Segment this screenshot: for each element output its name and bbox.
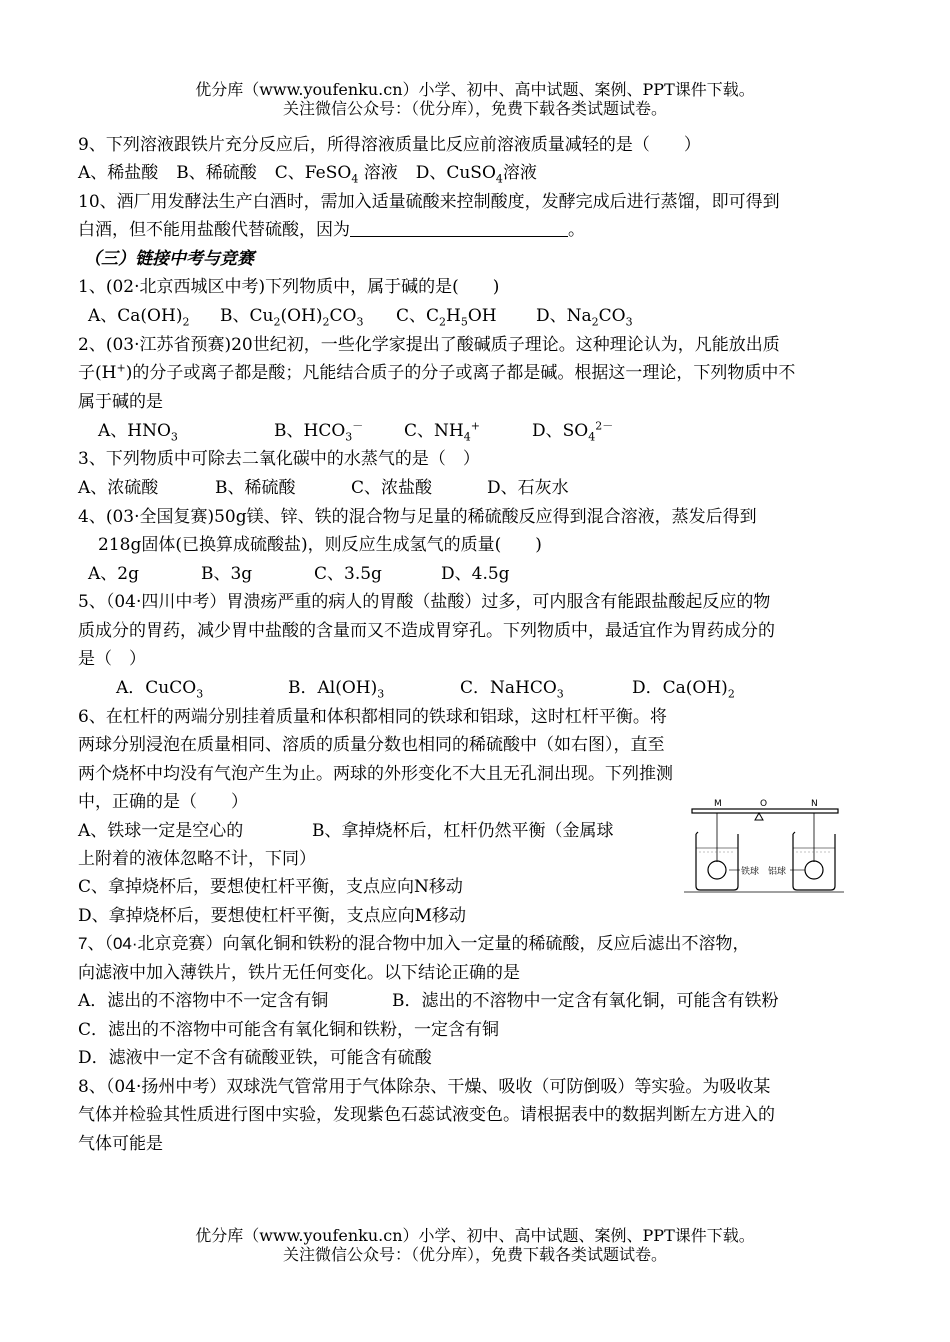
q10-line-2: 白酒，但不能用盐酸代替硫酸，因为 。: [78, 220, 585, 240]
footer-line-2: 关注微信公众号：（优分库），免费下载各类试题试卷。: [282, 1245, 667, 1264]
c5-line-2: 质成分的胃药，减少胃中盐酸的含量而又不造成胃穿孔。下列物质中，最适宜作为胃药成分的: [78, 621, 775, 641]
c1-stem: 1、(02·北京西城区中考)下列物质中，属于碱的是( ): [78, 277, 500, 297]
c7-option-a: A．滤出的不溶物中不一定含有铜: [78, 991, 329, 1011]
c8-line-1: 8、（04·扬州中考）双球洗气管常用于气体除杂、干燥、吸收（可防倒吸）等实验。为吸收某: [78, 1077, 771, 1097]
q9-option-b: B、稀硫酸: [176, 163, 257, 183]
aluminum-ball: [805, 861, 823, 879]
c2-option-d: D、$SO_4^{2-}$: [532, 419, 614, 444]
c2-line-3: 属于碱的是: [78, 392, 163, 412]
c7-option-c: C．滤出的不溶物中可能含有氧化铜和铁粉，一定含有铜: [78, 1020, 500, 1040]
c2-option-c: C、$NH_4^+$: [404, 419, 480, 444]
c4-option-d: D、4.5g: [441, 564, 510, 584]
c4-option-c: C、3.5g: [314, 564, 382, 584]
q10-line-1: 10、酒厂用发酵法生产白酒时，需加入适量硫酸来控制酸度，发酵完成后进行蒸馏，即可得到: [78, 192, 780, 212]
label-n: N: [811, 799, 818, 809]
c3-option-c: C、浓盐酸: [351, 478, 433, 498]
c5-option-b: B．$Al(OH)_3$: [288, 678, 385, 701]
c5-line-3: 是（ ）: [78, 649, 146, 669]
c7-line-2: 向滤液中加入薄铁片，铁片无任何变化。以下结论正确的是: [78, 963, 520, 983]
c1-option-d: D、$Na_2CO_3$: [536, 306, 633, 329]
q10-answer-blank[interactable]: [350, 220, 568, 237]
c2-option-a: A、$HNO_3$: [98, 421, 178, 444]
c5-option-a: A．CuCO$_3$: [116, 678, 204, 701]
label-aluminum: 铝球: [768, 867, 787, 877]
c4-line-2: 218g固体(已换算成硫酸盐)，则反应生成氢气的质量( ): [98, 535, 542, 555]
c2-line-1: 2、(03·江苏省预赛)20世纪初，一些化学家提出了酸碱质子理论。这种理论认为，凡能放出质: [78, 335, 780, 355]
iron-ball: [708, 861, 726, 879]
c4-option-a: A、2g: [88, 564, 139, 584]
c7-line-1: 7、（04·北京竞赛）向氧化铜和铁粉的混合物中加入一定量的稀硫酸，反应后滤出不溶物，: [78, 934, 750, 953]
label-m: M: [714, 799, 722, 809]
c4-line-1: 4、(03·全国复赛)50g镁、锌、铁的混合物与足量的稀硫酸反应得到混合溶液，蒸发后得到: [78, 507, 757, 527]
c7-option-d: D．滤液中一定不含有硫酸亚铁，可能含有硫酸: [78, 1048, 432, 1068]
header-line-1: 优分库（www.youfenku.cn）小学、初中、高中试题、案例、PPT课件下载。: [195, 80, 755, 99]
c3-options: [78, 477, 569, 499]
c4-option-b: B、3g: [201, 564, 253, 584]
c6-options-ab: [78, 820, 614, 842]
c4-options: [88, 563, 510, 585]
q9-option-a: A、稀盐酸: [78, 163, 159, 183]
fulcrum: [755, 813, 763, 820]
c1-option-b: B、$Cu_2(OH)_2CO_3$: [220, 306, 364, 329]
c2-option-b: B、$HCO_3^-$: [274, 419, 364, 444]
c7-options-ab: [78, 990, 779, 1012]
c1-option-a: A、$Ca(OH)_2$: [88, 306, 190, 329]
c2-line-2: 子(H+)的分子或离子都是酸；凡能结合质子的分子或离子都是碱。根据这一理论，下列物质中不: [78, 361, 796, 383]
label-iron: 铁球: [741, 867, 760, 877]
c3-option-b: B、稀硫酸: [215, 478, 296, 498]
c5-option-c: C．NaHCO$_3$: [460, 678, 564, 701]
c1-options: [88, 305, 633, 327]
c8-line-3: 气体可能是: [78, 1134, 163, 1154]
section-title: （三）链接中考与竞赛: [84, 249, 254, 269]
q9-option-c: C、FeSO$_4$ 溶液: [274, 163, 398, 186]
c5-option-d: D．$Ca(OH)_2$: [632, 678, 735, 701]
q9-options: [78, 162, 537, 184]
c3-option-a: A、浓硫酸: [78, 478, 159, 498]
c6-option-b: B、拿掉烧杯后，杠杆仍然平衡（金属球: [312, 821, 614, 841]
q9-stem: 9、下列溶液跟铁片充分反应后，所得溶液质量比反应前溶液质量减轻的是（ ）: [78, 135, 701, 155]
c6-option-a: A、铁球一定是空心的: [78, 821, 244, 841]
c6-option-d: D、拿掉烧杯后，要想使杠杆平衡，支点应向M移动: [78, 906, 467, 926]
c6-line-3: 两个烧杯中均没有气泡产生为止。两球的外形变化不大且无孔洞出现。下列推测: [78, 764, 673, 784]
c6-option-b-cont: 上附着的液体忽略不计，下同）: [78, 849, 316, 869]
header-line-2: 关注微信公众号：（优分库），免费下载各类试题试卷。: [282, 99, 667, 118]
c5-options: [116, 677, 735, 699]
c1-option-c: C、$C_2H_5OH$: [396, 306, 497, 329]
c6-option-c: C、拿掉烧杯后，要想使杠杆平衡，支点应向N移动: [78, 877, 463, 897]
lever-beaker-figure: [684, 796, 844, 896]
c7-option-b: B．滤出的不溶物中一定含有氧化铜，可能含有铁粉: [392, 991, 779, 1011]
c2-options: [98, 420, 613, 442]
c6-line-4: 中，正确的是（ ）: [78, 792, 248, 812]
c3-option-d: D、石灰水: [487, 478, 569, 498]
footer-line-1: 优分库（www.youfenku.cn）小学、初中、高中试题、案例、PPT课件下载。: [195, 1226, 755, 1245]
c3-stem: 3、下列物质中可除去二氧化碳中的水蒸气的是（ ）: [78, 449, 480, 469]
c5-line-1: 5、（04·四川中考）胃溃疡严重的病人的胃酸（盐酸）过多，可内服含有能跟盐酸起反应的物: [78, 592, 771, 612]
q9-option-d: D、CuSO$_4$溶液: [415, 163, 537, 186]
lever-bar: [692, 809, 838, 813]
c6-line-1: 6、在杠杆的两端分别挂着质量和体积都相同的铁球和铝球，这时杠杆平衡。将: [78, 707, 667, 727]
c8-line-2: 气体并检验其性质进行图中实验，发现紫色石蕊试液变色。请根据表中的数据判断左方进入的: [78, 1105, 775, 1125]
label-o: O: [760, 799, 768, 809]
c6-line-2: 两球分别浸泡在质量相同、溶质的质量分数也相同的稀硫酸中（如右图），直至: [78, 735, 665, 755]
